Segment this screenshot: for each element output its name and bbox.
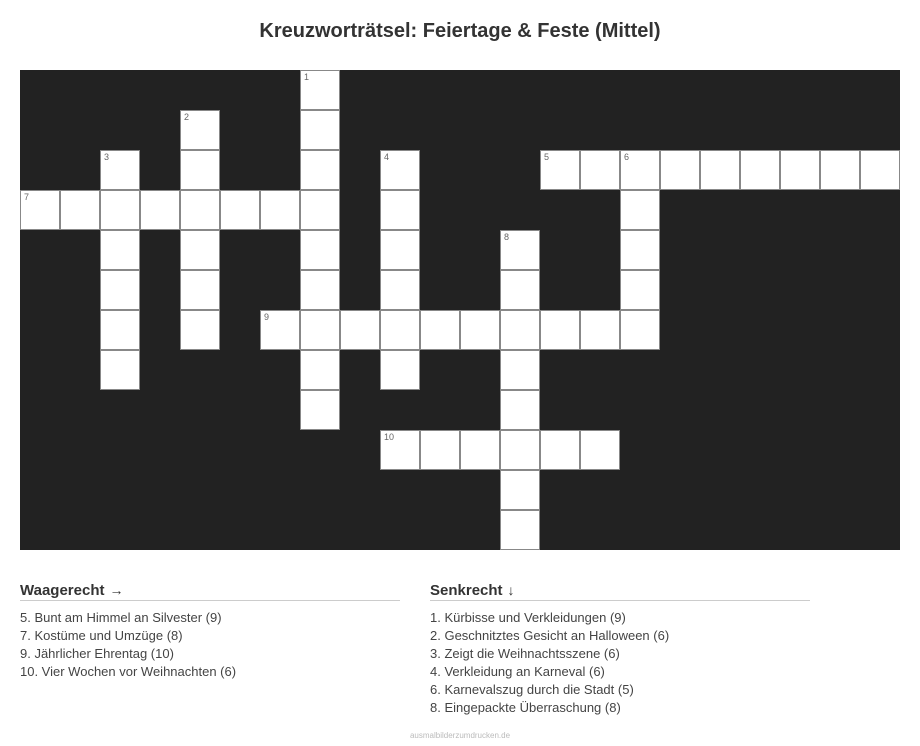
crossword-cell[interactable] <box>620 310 660 350</box>
crossword-cell[interactable] <box>180 150 220 190</box>
crossword-cell[interactable] <box>620 150 660 190</box>
crossword-cell[interactable] <box>380 310 420 350</box>
crossword-cell[interactable] <box>100 270 140 310</box>
crossword-cell[interactable] <box>500 230 540 270</box>
crossword-cell[interactable] <box>260 190 300 230</box>
crossword-cell[interactable] <box>620 190 660 230</box>
crossword-grid <box>20 70 900 550</box>
clue-number: 1 <box>304 72 310 82</box>
across-heading <box>20 582 400 601</box>
crossword-cell[interactable] <box>540 430 580 470</box>
crossword-cell[interactable] <box>380 230 420 270</box>
crossword-cell[interactable] <box>380 150 420 190</box>
crossword-cell[interactable] <box>380 270 420 310</box>
crossword-cell[interactable] <box>500 310 540 350</box>
crossword-cell[interactable] <box>860 150 900 190</box>
crossword-cell[interactable] <box>460 430 500 470</box>
crossword-cell[interactable] <box>300 270 340 310</box>
crossword-cell[interactable] <box>540 150 580 190</box>
crossword-cell[interactable] <box>260 310 300 350</box>
crossword-cell[interactable] <box>380 430 420 470</box>
crossword-cell[interactable] <box>300 390 340 430</box>
crossword-cell[interactable] <box>380 190 420 230</box>
crossword-cell[interactable] <box>180 310 220 350</box>
crossword-cell[interactable] <box>620 230 660 270</box>
crossword-cell[interactable] <box>300 310 340 350</box>
crossword-cell[interactable] <box>540 310 580 350</box>
crossword-cell[interactable] <box>180 270 220 310</box>
clue-number: 6 <box>624 152 630 162</box>
crossword-cell[interactable] <box>20 190 60 230</box>
down-heading <box>430 582 810 601</box>
crossword-cell[interactable] <box>300 70 340 110</box>
crossword-cell[interactable] <box>500 470 540 510</box>
crossword-cell[interactable] <box>180 190 220 230</box>
clue-number: 9 <box>264 312 270 322</box>
crossword-cell[interactable] <box>100 230 140 270</box>
crossword-cell[interactable] <box>500 270 540 310</box>
crossword-cell[interactable] <box>580 150 620 190</box>
crossword-cell[interactable] <box>500 350 540 390</box>
crossword-cell[interactable] <box>300 110 340 150</box>
crossword-cell[interactable] <box>420 430 460 470</box>
crossword-cell[interactable] <box>620 270 660 310</box>
clue-down-3: 3. Zeigt die Weihnachtsszene (6) <box>430 646 620 661</box>
arrow-down-icon: ↓ <box>507 582 515 598</box>
crossword-cell[interactable] <box>220 190 260 230</box>
crossword-cell[interactable] <box>780 150 820 190</box>
clue-number: 10 <box>384 432 395 442</box>
crossword-cell[interactable] <box>300 230 340 270</box>
crossword-cell[interactable] <box>500 430 540 470</box>
crossword-cell[interactable] <box>100 150 140 190</box>
crossword-cell[interactable] <box>380 350 420 390</box>
crossword-cell[interactable] <box>180 230 220 270</box>
crossword-cell[interactable] <box>100 190 140 230</box>
crossword-cell[interactable] <box>340 310 380 350</box>
crossword-cell[interactable] <box>100 350 140 390</box>
crossword-cell[interactable] <box>500 390 540 430</box>
clue-number: 8 <box>504 232 510 242</box>
clue-number: 5 <box>544 152 550 162</box>
arrow-right-icon: → <box>109 582 124 598</box>
crossword-cell[interactable] <box>740 150 780 190</box>
crossword-cell[interactable] <box>180 110 220 150</box>
crossword-cell[interactable] <box>820 150 860 190</box>
crossword-cell[interactable] <box>580 430 620 470</box>
across-heading-label: Waagerecht <box>20 582 105 599</box>
crossword-cell[interactable] <box>300 150 340 190</box>
page-title: Kreuzworträtsel: Feiertage & Feste (Mittel) <box>259 20 661 42</box>
clue-across-10: 10. Vier Wochen vor Weihnachten (6) <box>20 664 237 679</box>
clue-down-4: 4. Verkleidung an Karneval (6) <box>430 664 605 679</box>
crossword-cell[interactable] <box>700 150 740 190</box>
crossword-cell[interactable] <box>300 350 340 390</box>
crossword-cell[interactable] <box>660 150 700 190</box>
clue-across-7: 7. Kostüme und Umzüge (8) <box>20 628 183 643</box>
clue-down-6: 6. Karnevalszug durch die Stadt (5) <box>430 682 634 697</box>
clue-number: 4 <box>384 152 390 162</box>
down-heading-label: Senkrecht <box>430 582 503 599</box>
crossword-cell[interactable] <box>500 510 540 550</box>
across-clues <box>20 582 400 681</box>
crossword-cell[interactable] <box>100 310 140 350</box>
clue-number: 3 <box>104 152 110 162</box>
crossword-cell[interactable] <box>140 190 180 230</box>
clue-across-9: 9. Jährlicher Ehrentag (10) <box>20 646 174 661</box>
crossword-cell[interactable] <box>60 190 100 230</box>
crossword-cell[interactable] <box>420 310 460 350</box>
clue-down-1: 1. Kürbisse und Verkleidungen (9) <box>430 610 626 625</box>
clue-down-2: 2. Geschnitztes Gesicht an Halloween (6) <box>430 628 670 643</box>
crossword-cell[interactable] <box>300 190 340 230</box>
clue-across-5: 5. Bunt am Himmel an Silvester (9) <box>20 610 222 625</box>
crossword-cell[interactable] <box>460 310 500 350</box>
crossword-cell[interactable] <box>580 310 620 350</box>
clue-number: 7 <box>24 192 30 202</box>
footer-credit: ausmalbilderzumdrucken.de <box>409 731 511 740</box>
down-clues <box>430 582 810 717</box>
clue-down-8: 8. Eingepackte Überraschung (8) <box>430 700 621 715</box>
clue-number: 2 <box>184 112 190 122</box>
